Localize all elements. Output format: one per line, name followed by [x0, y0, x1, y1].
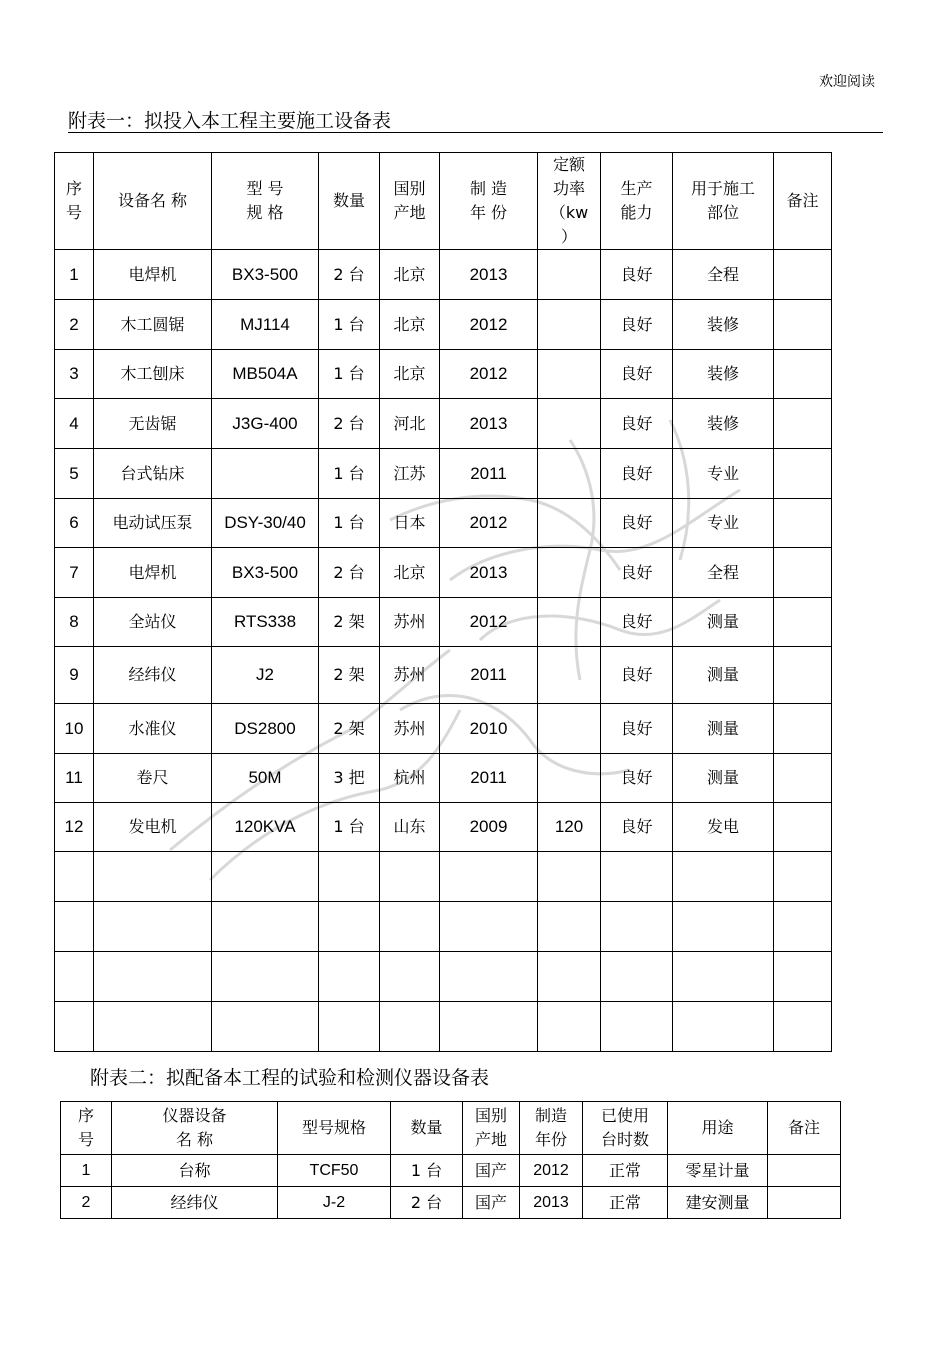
- cell-usage: 全程: [673, 548, 774, 598]
- table-row: [55, 399, 832, 449]
- header-model: 型 号 规 格: [212, 153, 319, 250]
- cell-name: 电动试压泵: [94, 499, 212, 548]
- cell-model: J-2: [278, 1187, 391, 1219]
- cell-usage: 专业: [673, 499, 774, 548]
- cell-no: 1: [55, 250, 94, 300]
- cell-usage: 零星计量: [668, 1155, 768, 1187]
- cell-usage: 测量: [673, 598, 774, 647]
- cell-origin: 苏州: [380, 704, 440, 754]
- cell-no: 11: [55, 754, 94, 803]
- cell-qty: 3 把: [319, 754, 380, 803]
- cell-origin: 江苏: [380, 449, 440, 499]
- cell-capacity: 良好: [601, 250, 673, 300]
- instrument-table: [60, 1101, 841, 1219]
- cell-year: 2013: [440, 399, 538, 449]
- empty-cell: [212, 852, 319, 902]
- cell-year: 2013: [440, 548, 538, 598]
- cell-usage: 专业: [673, 449, 774, 499]
- cell-name: 台式钻床: [94, 449, 212, 499]
- empty-cell: [774, 902, 832, 952]
- empty-cell: [380, 852, 440, 902]
- cell-year: 2012: [520, 1155, 583, 1187]
- empty-cell: [774, 952, 832, 1002]
- cell-year: 2012: [440, 598, 538, 647]
- empty-cell: [440, 1002, 538, 1052]
- cell-model: DSY-30/40: [212, 499, 319, 548]
- cell-name: 水准仪: [94, 704, 212, 754]
- table1-header-row: [55, 153, 832, 250]
- cell-capacity: 良好: [601, 548, 673, 598]
- cell-year: 2011: [440, 754, 538, 803]
- cell-origin: 北京: [380, 350, 440, 399]
- cell-remark: [774, 399, 832, 449]
- cell-power: [538, 548, 601, 598]
- cell-model: DS2800: [212, 704, 319, 754]
- cell-remark: [774, 449, 832, 499]
- table-row: [55, 300, 832, 350]
- cell-model: TCF50: [278, 1155, 391, 1187]
- cell-qty: 2 台: [391, 1187, 463, 1219]
- cell-usage: 发电: [673, 803, 774, 852]
- cell-year: 2013: [520, 1187, 583, 1219]
- cell-remark: [774, 250, 832, 300]
- cell-origin: 国产: [463, 1187, 520, 1219]
- cell-usage: 装修: [673, 350, 774, 399]
- empty-cell: [380, 1002, 440, 1052]
- cell-qty: 1 台: [319, 300, 380, 350]
- equipment-table: [54, 152, 832, 1052]
- header-remark: 备注: [768, 1102, 841, 1155]
- cell-origin: 河北: [380, 399, 440, 449]
- cell-name: 台称: [112, 1155, 278, 1187]
- cell-year: 2012: [440, 350, 538, 399]
- cell-qty: 1 台: [391, 1155, 463, 1187]
- empty-cell: [440, 852, 538, 902]
- cell-power: [538, 449, 601, 499]
- cell-hours: 正常: [583, 1187, 668, 1219]
- cell-origin: 北京: [380, 250, 440, 300]
- header-name: 设备名 称: [94, 153, 212, 250]
- cell-name: 木工刨床: [94, 350, 212, 399]
- cell-name: 无齿锯: [94, 399, 212, 449]
- empty-cell: [55, 1002, 94, 1052]
- table-row: [55, 704, 832, 754]
- cell-name: 电焊机: [94, 250, 212, 300]
- cell-remark: [774, 300, 832, 350]
- empty-cell: [319, 1002, 380, 1052]
- cell-name: 发电机: [94, 803, 212, 852]
- cell-year: 2012: [440, 300, 538, 350]
- cell-power: [538, 647, 601, 704]
- empty-cell: [673, 902, 774, 952]
- header-year: 制造 年份: [520, 1102, 583, 1155]
- cell-no: 7: [55, 548, 94, 598]
- table1-title: 附表一：拟投入本工程主要施工设备表: [68, 106, 883, 133]
- cell-qty: 2 架: [319, 647, 380, 704]
- empty-cell: [601, 1002, 673, 1052]
- cell-name: 全站仪: [94, 598, 212, 647]
- table-row: [55, 350, 832, 399]
- cell-qty: 2 台: [319, 548, 380, 598]
- cell-qty: 1 台: [319, 350, 380, 399]
- cell-origin: 苏州: [380, 647, 440, 704]
- cell-remark: [774, 647, 832, 704]
- cell-year: 2012: [440, 499, 538, 548]
- cell-qty: 1 台: [319, 499, 380, 548]
- cell-year: 2013: [440, 250, 538, 300]
- table-row: [55, 754, 832, 803]
- empty-cell: [601, 902, 673, 952]
- empty-cell: [538, 952, 601, 1002]
- cell-name: 电焊机: [94, 548, 212, 598]
- empty-cell: [212, 1002, 319, 1052]
- cell-qty: 2 台: [319, 250, 380, 300]
- cell-power: [538, 250, 601, 300]
- empty-row: [55, 1002, 832, 1052]
- cell-usage: 测量: [673, 754, 774, 803]
- header-qty: 数量: [319, 153, 380, 250]
- cell-origin: 苏州: [380, 598, 440, 647]
- cell-model: J3G-400: [212, 399, 319, 449]
- table-row: [55, 647, 832, 704]
- cell-qty: 2 架: [319, 598, 380, 647]
- cell-capacity: 良好: [601, 449, 673, 499]
- empty-cell: [440, 952, 538, 1002]
- header-name: 仪器设备 名 称: [112, 1102, 278, 1155]
- empty-cell: [55, 902, 94, 952]
- table-row: [61, 1187, 841, 1219]
- cell-model: J2: [212, 647, 319, 704]
- cell-remark: [774, 803, 832, 852]
- cell-no: 3: [55, 350, 94, 399]
- header-model: 型号规格: [278, 1102, 391, 1155]
- cell-no: 8: [55, 598, 94, 647]
- empty-row: [55, 852, 832, 902]
- empty-cell: [212, 902, 319, 952]
- cell-hours: 正常: [583, 1155, 668, 1187]
- cell-remark: [774, 598, 832, 647]
- table-row: [55, 449, 832, 499]
- cell-power: [538, 399, 601, 449]
- cell-no: 6: [55, 499, 94, 548]
- cell-origin: 北京: [380, 548, 440, 598]
- cell-capacity: 良好: [601, 754, 673, 803]
- empty-cell: [601, 952, 673, 1002]
- cell-model: BX3-500: [212, 548, 319, 598]
- cell-origin: 山东: [380, 803, 440, 852]
- cell-model: 120KVA: [212, 803, 319, 852]
- empty-cell: [538, 1002, 601, 1052]
- empty-cell: [673, 852, 774, 902]
- cell-usage: 装修: [673, 300, 774, 350]
- cell-model: 50M: [212, 754, 319, 803]
- cell-model: MB504A: [212, 350, 319, 399]
- cell-no: 10: [55, 704, 94, 754]
- cell-usage: 测量: [673, 647, 774, 704]
- cell-power: [538, 499, 601, 548]
- cell-year: 2009: [440, 803, 538, 852]
- cell-name: 卷尺: [94, 754, 212, 803]
- cell-qty: 1 台: [319, 803, 380, 852]
- empty-cell: [319, 852, 380, 902]
- cell-origin: 杭州: [380, 754, 440, 803]
- cell-no: 2: [61, 1187, 112, 1219]
- table-row: [55, 598, 832, 647]
- cell-power: [538, 704, 601, 754]
- cell-year: 2011: [440, 647, 538, 704]
- table2-header-row: [61, 1102, 841, 1155]
- cell-model: BX3-500: [212, 250, 319, 300]
- header-qty: 数量: [391, 1102, 463, 1155]
- empty-cell: [774, 852, 832, 902]
- cell-capacity: 良好: [601, 647, 673, 704]
- empty-cell: [538, 902, 601, 952]
- cell-capacity: 良好: [601, 598, 673, 647]
- cell-usage: 全程: [673, 250, 774, 300]
- empty-cell: [55, 952, 94, 1002]
- header-capacity: 生产 能力: [601, 153, 673, 250]
- header-origin: 国别 产地: [463, 1102, 520, 1155]
- table-row: [55, 499, 832, 548]
- cell-qty: 2 台: [319, 399, 380, 449]
- cell-no: 5: [55, 449, 94, 499]
- empty-cell: [319, 952, 380, 1002]
- header-origin: 国别 产地: [380, 153, 440, 250]
- header-hours: 已使用 台时数: [583, 1102, 668, 1155]
- cell-remark: [768, 1155, 841, 1187]
- header-power: 定额 功率 （kw ）: [538, 153, 601, 250]
- cell-name: 经纬仪: [94, 647, 212, 704]
- table-row: [55, 803, 832, 852]
- empty-cell: [673, 952, 774, 1002]
- cell-capacity: 良好: [601, 704, 673, 754]
- cell-remark: [774, 704, 832, 754]
- cell-power: [538, 598, 601, 647]
- header-note: 欢迎阅读: [819, 74, 875, 90]
- empty-cell: [601, 852, 673, 902]
- cell-usage: 装修: [673, 399, 774, 449]
- empty-cell: [212, 952, 319, 1002]
- header-year: 制 造 年 份: [440, 153, 538, 250]
- cell-usage: 测量: [673, 704, 774, 754]
- empty-cell: [774, 1002, 832, 1052]
- cell-capacity: 良好: [601, 399, 673, 449]
- cell-usage: 建安测量: [668, 1187, 768, 1219]
- header-index: 序 号: [55, 153, 94, 250]
- table-row: [55, 548, 832, 598]
- empty-cell: [319, 902, 380, 952]
- table2-title: 附表二：拟配备本工程的试验和检测仪器设备表: [90, 1067, 490, 1089]
- empty-cell: [94, 852, 212, 902]
- cell-remark: [774, 754, 832, 803]
- empty-cell: [673, 1002, 774, 1052]
- cell-remark: [774, 350, 832, 399]
- cell-capacity: 良好: [601, 350, 673, 399]
- table-row: [61, 1155, 841, 1187]
- cell-name: 经纬仪: [112, 1187, 278, 1219]
- header-usage: 用于施工 部位: [673, 153, 774, 250]
- cell-capacity: 良好: [601, 300, 673, 350]
- cell-no: 1: [61, 1155, 112, 1187]
- empty-cell: [94, 902, 212, 952]
- cell-power: [538, 300, 601, 350]
- empty-cell: [538, 852, 601, 902]
- cell-origin: 北京: [380, 300, 440, 350]
- cell-model: RTS338: [212, 598, 319, 647]
- cell-year: 2010: [440, 704, 538, 754]
- header-usage: 用途: [668, 1102, 768, 1155]
- cell-remark: [774, 548, 832, 598]
- header-index: 序 号: [61, 1102, 112, 1155]
- cell-year: 2011: [440, 449, 538, 499]
- cell-origin: 日本: [380, 499, 440, 548]
- cell-no: 12: [55, 803, 94, 852]
- cell-power: 120: [538, 803, 601, 852]
- cell-qty: 1 台: [319, 449, 380, 499]
- cell-remark: [774, 499, 832, 548]
- cell-qty: 2 架: [319, 704, 380, 754]
- cell-power: [538, 350, 601, 399]
- table-row: [55, 250, 832, 300]
- empty-cell: [380, 902, 440, 952]
- cell-model: [212, 449, 319, 499]
- empty-cell: [55, 852, 94, 902]
- cell-power: [538, 754, 601, 803]
- cell-remark: [768, 1187, 841, 1219]
- cell-capacity: 良好: [601, 499, 673, 548]
- cell-no: 9: [55, 647, 94, 704]
- header-remark: 备注: [774, 153, 832, 250]
- empty-cell: [94, 1002, 212, 1052]
- cell-origin: 国产: [463, 1155, 520, 1187]
- cell-no: 2: [55, 300, 94, 350]
- cell-capacity: 良好: [601, 803, 673, 852]
- cell-no: 4: [55, 399, 94, 449]
- empty-cell: [380, 952, 440, 1002]
- empty-cell: [440, 902, 538, 952]
- empty-row: [55, 902, 832, 952]
- cell-name: 木工圆锯: [94, 300, 212, 350]
- empty-cell: [94, 952, 212, 1002]
- empty-row: [55, 952, 832, 1002]
- cell-model: MJ114: [212, 300, 319, 350]
